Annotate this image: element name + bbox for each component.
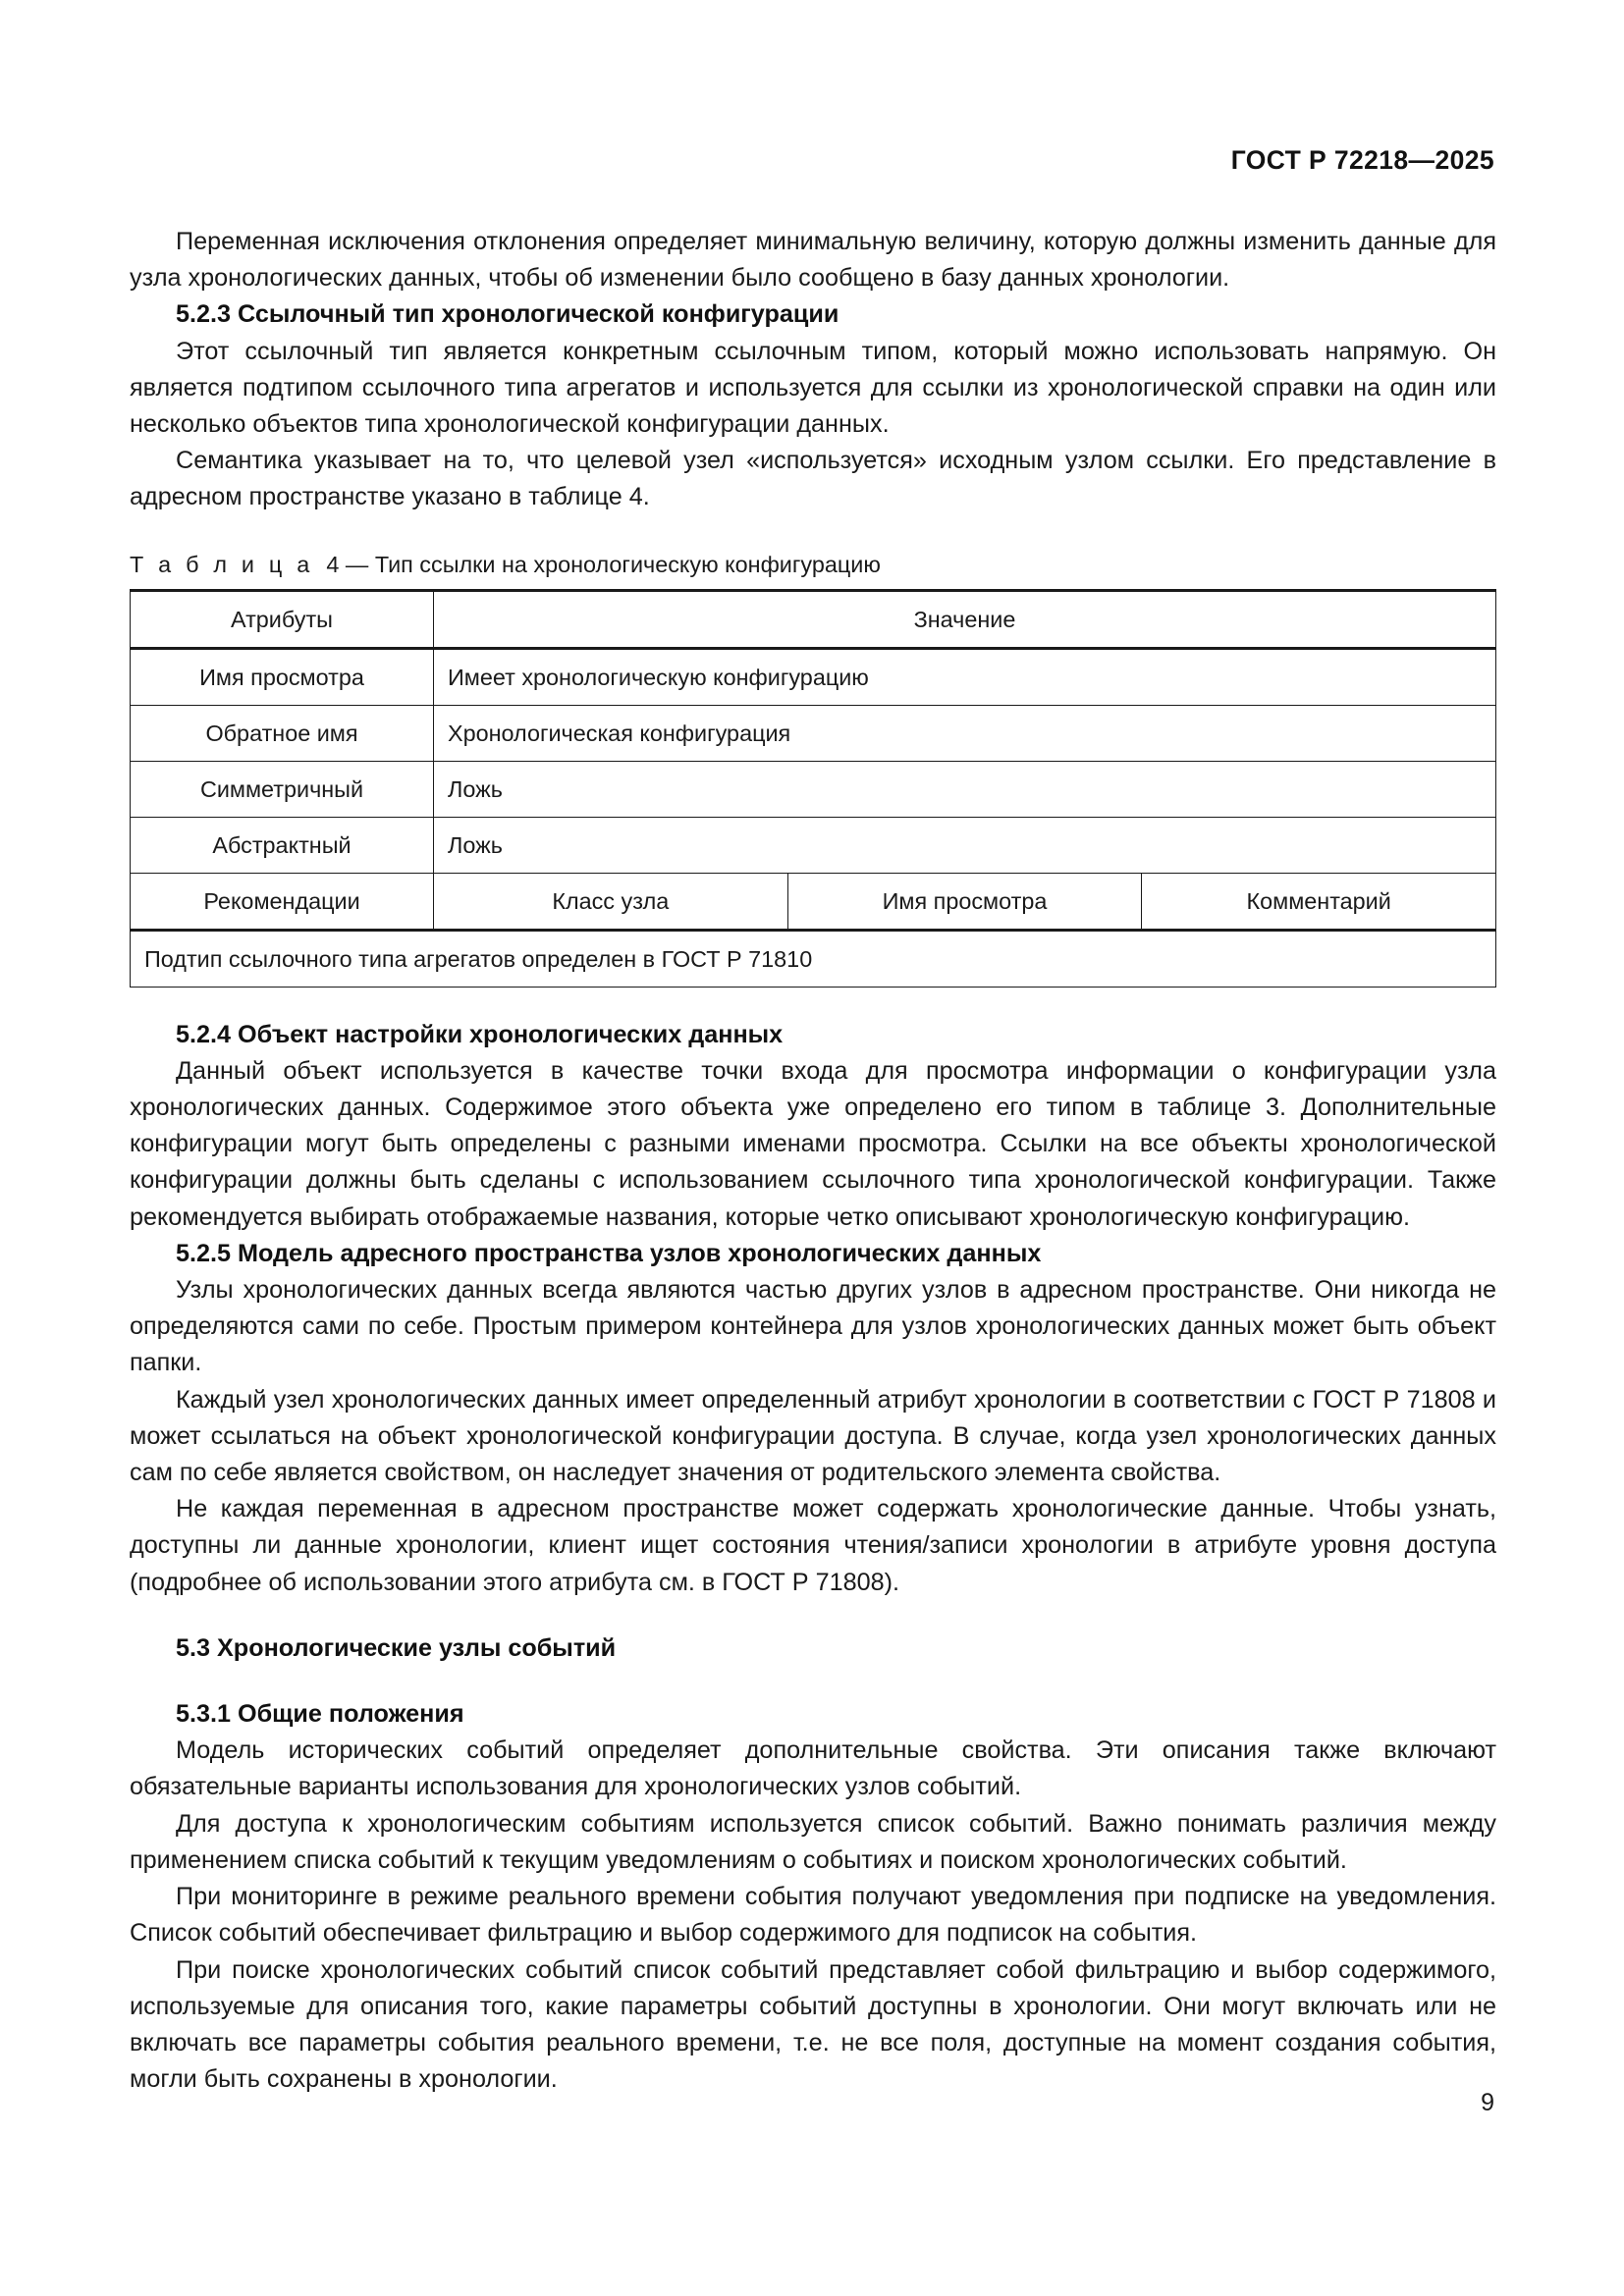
recommendation-browse-name: Имя просмотра <box>787 873 1142 930</box>
heading-5-3-1: 5.3.1 Общие положения <box>176 1700 464 1729</box>
paragraph-5-2-5-1: Узлы хронологических данных всегда являются частью других узлов в адресном пространстве. Они никогда не определяются сами по себе. Простым примером контейнера для узлов хронологических данных может быть объект папки. <box>130 1276 1496 1377</box>
paragraph-5-3-1-3: При мониторинге в режиме реального времени события получают уведомления при подписке на уведомления. Список событий обеспечивает фильтрацию и выбор содержимого для подписок на события. <box>130 1883 1496 1948</box>
row-attribute-value: Имеет хронологическую конфигурацию <box>434 648 1496 705</box>
paragraph-intro: Переменная исключения отклонения определяет минимальную величину, которую должны изменить данные для узла хронологических данных, чтобы об изменении было сообщено в базу данных хронологии. <box>130 228 1496 293</box>
table-caption-title: Тип ссылки на хронологическую конфигурацию <box>374 551 881 577</box>
heading-5-3: 5.3 Хронологические узлы событий <box>176 1633 617 1662</box>
table-4-caption <box>130 550 1496 579</box>
page-content <box>130 224 1496 2098</box>
paragraph-5-3-1-4: При поиске хронологических событий список событий представляет собой фильтрацию и выбор содержимого, используемые для описания того, какие параметры событий доступны в хронологии. Они могут включать или не включать все параметры события реального времени, т.е. не все поля, доступные на момент создания события, могли быть сохранены в хронологии. <box>130 1955 1496 2094</box>
heading-5-2-4: 5.2.4 Объект настройки хронологических данных <box>176 1020 784 1048</box>
heading-5-2-5: 5.2.5 Модель адресного пространства узлов хронологических данных <box>176 1239 1042 1267</box>
table-recommendation-row <box>131 873 1496 930</box>
table-header-attributes: Атрибуты <box>131 590 434 648</box>
table-header-value: Значение <box>434 590 1496 648</box>
table-caption-dash: — <box>345 551 369 577</box>
table-row <box>131 648 1496 705</box>
table-row <box>131 705 1496 761</box>
row-attribute-value: Ложь <box>434 817 1496 873</box>
table-caption-label: Т а б л и ц а <box>130 551 314 577</box>
recommendation-comment: Комментарий <box>1142 873 1496 930</box>
row-attribute-value: Ложь <box>434 761 1496 817</box>
row-attribute-name: Абстрактный <box>131 817 434 873</box>
paragraph-5-2-5-2: Каждый узел хронологических данных имеет определенный атрибут хронологии в соответствии с ГОСТ Р 71808 и может ссылаться на объект хронологической конфигурации доступа. В случае, когда узел хронологических данных сам по себе является свойством, он наследует значения от родительского элемента свойства. <box>130 1385 1496 1487</box>
row-attribute-name: Симметричный <box>131 761 434 817</box>
table-footnote-row <box>131 930 1496 987</box>
running-header-standard-ref: ГОСТ Р 72218—2025 <box>1230 145 1494 175</box>
paragraph-5-3-1-1: Модель исторических событий определяет дополнительные свойства. Эти описания также включают обязательные варианты использования для хронологических узлов событий. <box>130 1736 1496 1801</box>
spacer <box>130 991 1496 1017</box>
paragraph-5-3-1-2: Для доступа к хронологическим событиям используется список событий. Важно понимать различия между применением списка событий к текущим уведомлениям о событиях и поиском хронологических событий. <box>130 1809 1496 1874</box>
recommendation-node-class: Класс узла <box>434 873 788 930</box>
row-attribute-value: Хронологическая конфигурация <box>434 705 1496 761</box>
table-row <box>131 817 1496 873</box>
paragraph-5-2-5-3: Не каждая переменная в адресном пространстве может содержать хронологические данные. Чтобы узнать, доступны ли данные хронологии, клиент ищет состояния чтения/записи хронологии в атрибуте уровня доступа (подробнее об использовании этого атрибута см. в ГОСТ Р 71808). <box>130 1495 1496 1596</box>
table-caption-number: 4 <box>326 551 340 577</box>
heading-5-2-3: 5.2.3 Ссылочный тип хронологической конфигурации <box>176 300 839 329</box>
table-row <box>131 761 1496 817</box>
table-footnote-text: Подтип ссылочного типа агрегатов определен в ГОСТ Р 71810 <box>131 930 1496 987</box>
paragraph-5-2-4-1: Данный объект используется в качестве точки входа для просмотра информации о конфигурации узла хронологических данных. Содержимое этого объекта уже определено его типом в таблице 3. Дополнительные конфигурации могут быть определены с разными именами просмотра. Ссылки на все объекты хронологической конфигурации должны быть сделаны с использованием ссылочного типа хронологической конфигурации. Также рекомендуется выбирать отображаемые названия, которые четко описывают хронологическую конфигурацию. <box>130 1056 1496 1231</box>
table-4-reference-type <box>130 589 1496 988</box>
page-number: 9 <box>1481 2089 1494 2116</box>
paragraph-5-2-3-1: Этот ссылочный тип является конкретным ссылочным типом, который можно использовать напрямую. Он является подтипом ссылочного типа агрегатов и используется для ссылки из хронологической справки на один или несколько объектов типа хронологической конфигурации данных. <box>130 337 1496 439</box>
recommendation-label: Рекомендации <box>131 873 434 930</box>
row-attribute-name: Имя просмотра <box>131 648 434 705</box>
paragraph-5-2-3-2: Семантика указывает на то, что целевой узел «используется» исходным узлом ссылки. Его представление в адресном пространстве указано в таблице 4. <box>130 447 1496 511</box>
row-attribute-name: Обратное имя <box>131 705 434 761</box>
table-header-row <box>131 590 1496 648</box>
